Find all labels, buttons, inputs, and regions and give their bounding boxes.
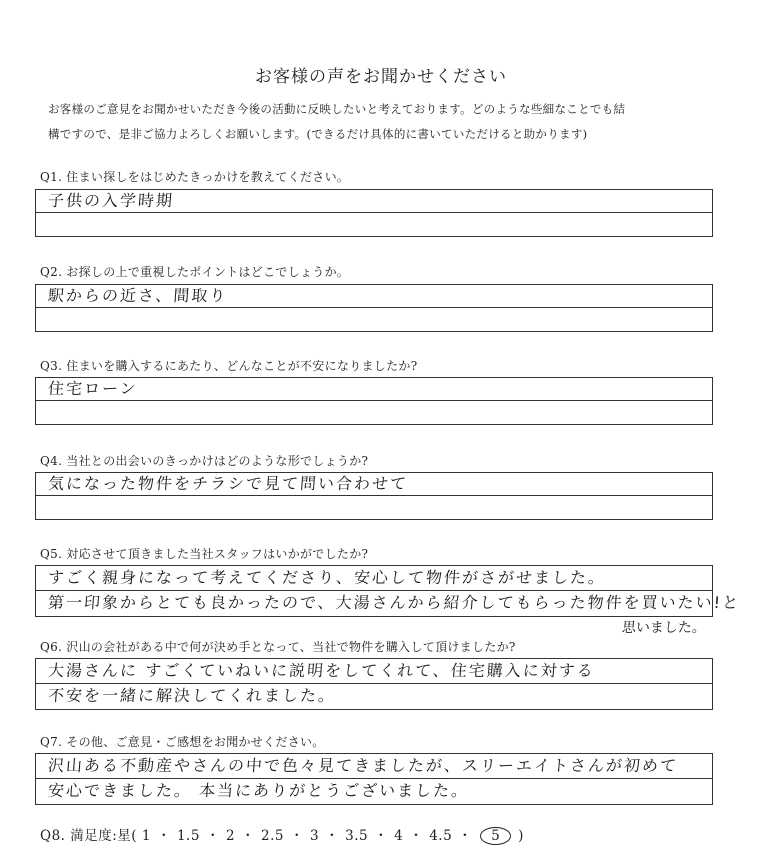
question-3-label: Q3. 住まいを購入するにあたり、どんなことが不安になりましたか? bbox=[40, 359, 418, 373]
answer-line bbox=[36, 754, 712, 779]
answer-text: すごく親身になって考えてくださり、安心して物件がさがせました。 bbox=[47, 568, 607, 587]
intro-line-1: お客様のご意見をお聞かせいただき今後の活動に反映したいと考えております。どのような些細なことでも結 bbox=[48, 102, 626, 116]
question-7-answer-box bbox=[35, 753, 713, 805]
answer-text: 不安を一緒に解決してくれました。 bbox=[47, 686, 337, 705]
question-5-label: Q5. 対応させて頂きました当社スタッフはいかがでしたか? bbox=[40, 547, 369, 561]
answer-line bbox=[36, 308, 712, 331]
rating-separator: ・ bbox=[325, 828, 340, 844]
question-2-label: Q2. お探しの上で重視したポイントはどこでしょうか。 bbox=[40, 265, 350, 279]
question-5-answer-box bbox=[35, 565, 741, 617]
rating-separator: ・ bbox=[241, 828, 256, 844]
rating-option: 1.5 bbox=[176, 828, 200, 844]
question-1-answer-box bbox=[35, 189, 713, 237]
rating-option: 2.5 bbox=[261, 828, 285, 844]
answer-text: 住宅ローン bbox=[47, 379, 139, 398]
intro-line-2: 構ですので、是非ご協力よろしくお願いします。(できるだけ具体的に書いていただけると助かります) bbox=[48, 127, 588, 141]
rating-option: 4.5 bbox=[429, 828, 453, 844]
answer-line bbox=[36, 779, 712, 804]
answer-line bbox=[36, 285, 712, 308]
rating-option-selected: 5 bbox=[480, 827, 511, 845]
question-4-label: Q4. 当社との出会いのきっかけはどのような形でしょうか? bbox=[40, 454, 369, 468]
question-3-answer-box bbox=[35, 377, 713, 425]
rating-close: ) bbox=[518, 828, 524, 844]
answer-text: 子供の入学時期 bbox=[47, 191, 175, 210]
answer-line bbox=[36, 659, 712, 684]
rating-option: 2 bbox=[225, 828, 236, 844]
answer-text: 第一印象からとても良かったので、大湯さんから紹介してもらった物件を買いたい!と bbox=[47, 593, 741, 612]
answer-line bbox=[36, 190, 712, 213]
question-6-answer-box bbox=[35, 658, 713, 710]
answer-line bbox=[36, 684, 712, 709]
answer-line bbox=[36, 378, 712, 401]
question-1-label: Q1. 住まい探しをはじめたきっかけを教えてください。 bbox=[40, 170, 350, 184]
answer-line bbox=[36, 566, 712, 591]
answer-text: 安心できました。 本当にありがとうございました。 bbox=[47, 781, 470, 800]
rating-option: 3 bbox=[310, 828, 320, 844]
answer-line bbox=[36, 213, 712, 236]
question-7-label: Q7. その他、ご意見・ご感想をお聞かせください。 bbox=[40, 735, 325, 749]
satisfaction-rating bbox=[40, 824, 524, 845]
rating-options bbox=[142, 828, 513, 844]
answer-line bbox=[36, 473, 712, 496]
intro-text bbox=[48, 97, 688, 147]
rating-separator: ・ bbox=[156, 828, 171, 844]
answer-text: 駅からの近さ、間取り bbox=[47, 286, 229, 305]
answer-text: 気になった物件をチラシで見て問い合わせて bbox=[47, 474, 409, 493]
rating-separator: ・ bbox=[409, 828, 424, 844]
question-6-label: Q6. 沢山の会社がある中で何が決め手となって、当社で物件を購入して頂けましたか? bbox=[40, 640, 516, 654]
answer-line bbox=[36, 496, 712, 519]
rating-separator: ・ bbox=[290, 828, 305, 844]
page-title: お客様の声をお聞かせください bbox=[255, 67, 507, 87]
question-2-answer-box bbox=[35, 284, 713, 332]
answer-overflow-text: 思いました。 bbox=[621, 620, 707, 636]
answer-text: 沢山ある不動産やさんの中で色々見てきましたが、スリーエイトさんが初めて bbox=[47, 756, 679, 775]
rating-label: Q8. 満足度:星( bbox=[40, 828, 138, 844]
rating-option: 3.5 bbox=[345, 828, 369, 844]
answer-line bbox=[36, 591, 741, 616]
rating-separator: ・ bbox=[374, 828, 389, 844]
answer-line bbox=[36, 401, 712, 424]
rating-option: 1 bbox=[141, 828, 151, 844]
question-4-answer-box bbox=[35, 472, 713, 520]
rating-separator: ・ bbox=[458, 828, 473, 844]
rating-option: 4 bbox=[394, 828, 404, 844]
rating-separator: ・ bbox=[205, 828, 220, 844]
answer-text: 大湯さんに すごくていねいに説明をしてくれて、住宅購入に対する bbox=[47, 661, 596, 680]
